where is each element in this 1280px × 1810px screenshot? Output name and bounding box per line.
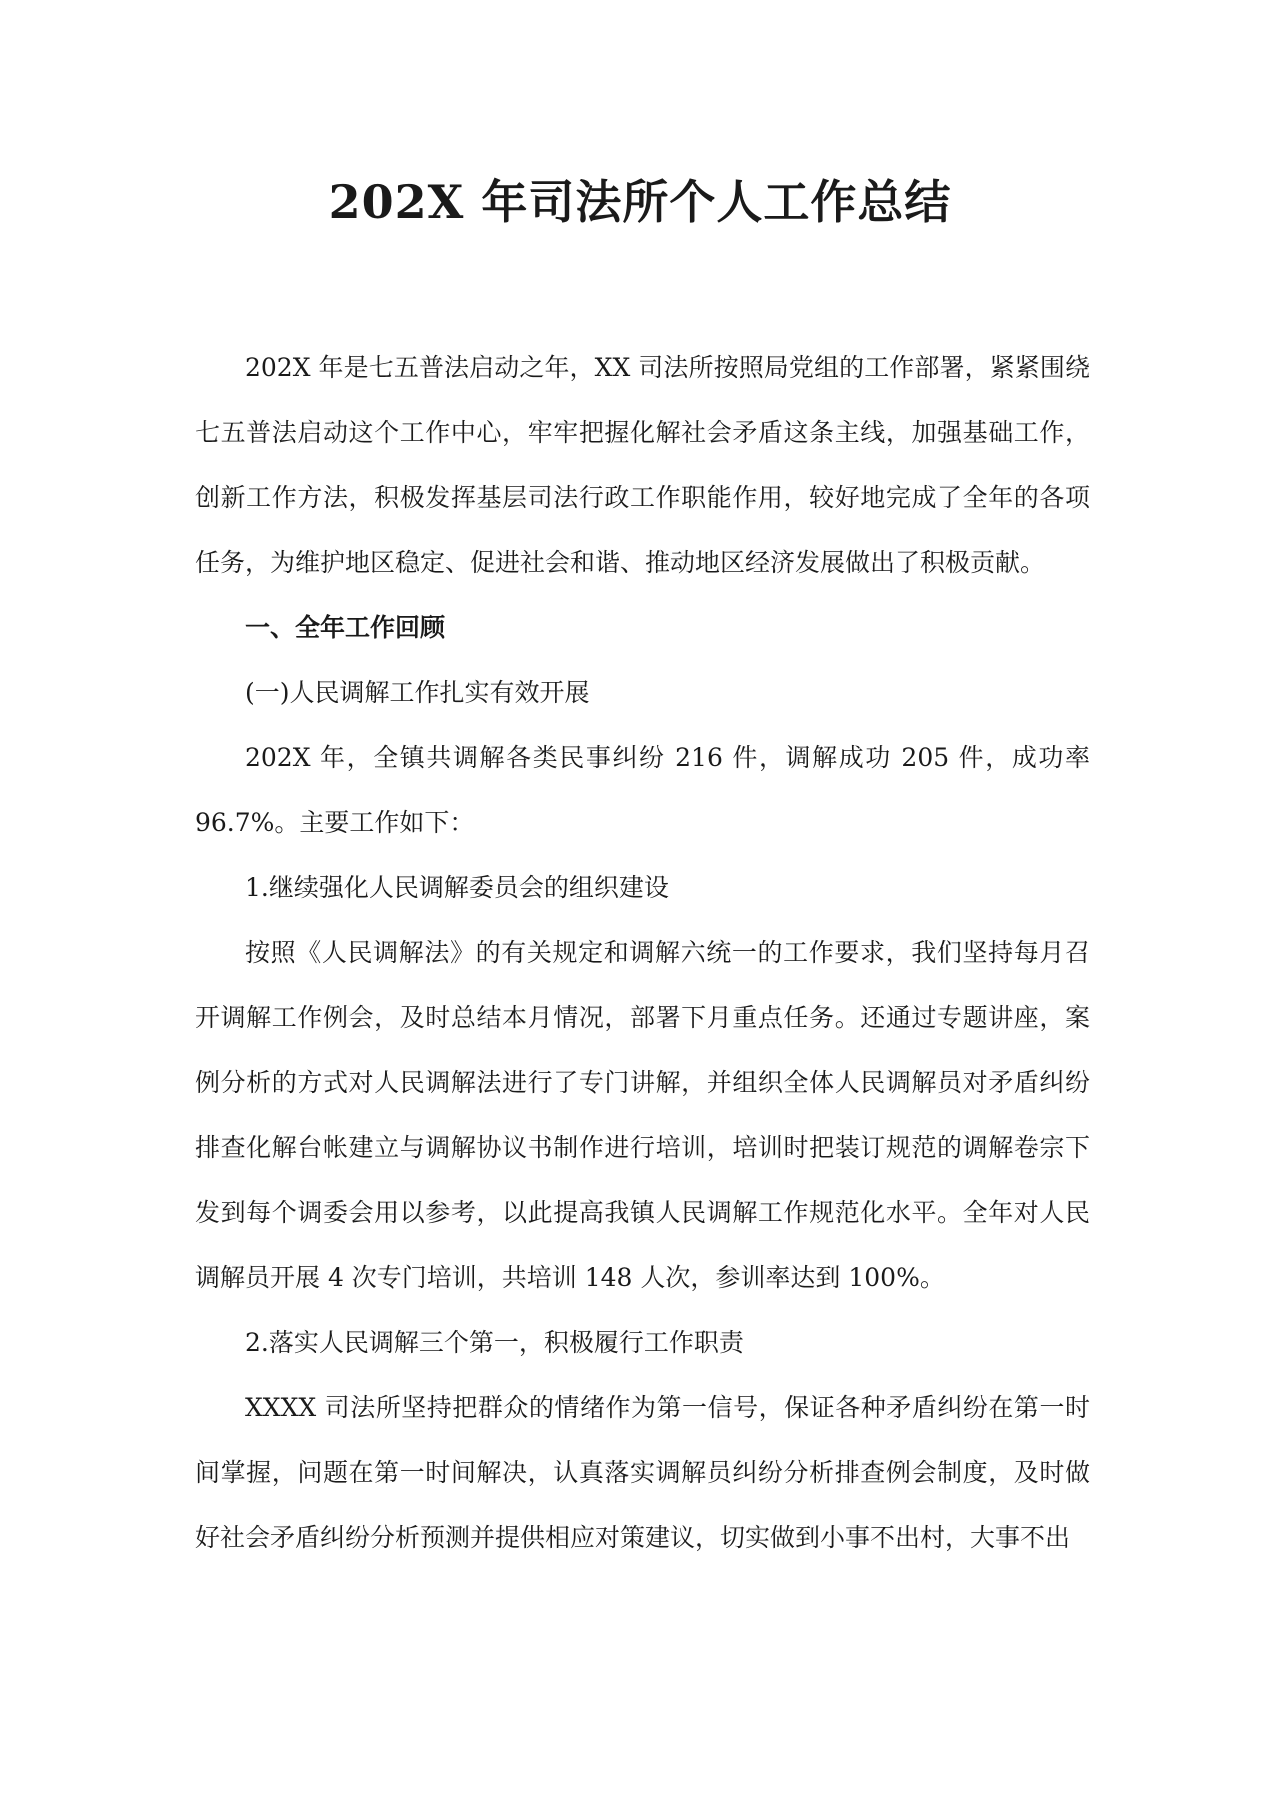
item-1-body: 按照《人民调解法》的有关规定和调解六统一的工作要求，我们坚持每月召开调解工作例会，及时总结本月情况，部署下月重点任务。还通过专题讲座，案例分析的方式对人民调解法进行了专门讲解，并组织全体人民调解员对矛盾纠纷排查化解台帐建立与调解协议书制作进行培训，培训时把装订规范的调解卷宗下发到每个调委会用以参考，以此提高我镇人民调解工作规范化水平。全年对人民调解员开展 4 次专门培训，共培训 148 人次，参训率达到 100%。 [195,938,1090,1292]
subsection-heading: (一)人民调解工作扎实有效开展 [245,678,590,707]
intro-paragraph: 202X 年是七五普法启动之年，XX 司法所按照局党组的工作部署，紧紧围绕七五普法启动这个工作中心，牢牢把握化解社会矛盾这条主线，加强基础工作，创新工作方法，积极发挥基层司法行政工作职能作用，较好地完成了全年的各项任务，为维护地区稳定、促进社会和谐、推动地区经济发展做出了积极贡献。 [195,353,1090,577]
item-1-title: 1.继续强化人民调解委员会的组织建设 [245,873,669,902]
item-2-body: XXXX 司法所坚持把群众的情绪作为第一信号，保证各种矛盾纠纷在第一时间掌握，问题在第一时间解决，认真落实调解员纠纷分析排查例会制度，及时做好社会矛盾纠纷分析预测并提供相应对策建议，切实做到小事不出村，大事不出 [195,1393,1090,1552]
document-title: 202X 年司法所个人工作总结 [328,175,952,229]
section-heading: 一、全年工作回顾 [245,613,446,642]
item-2-title: 2.落实人民调解三个第一，积极履行工作职责 [245,1328,744,1357]
statistics-paragraph: 202X 年，全镇共调解各类民事纠纷 216 件，调解成功 205 件，成功率 96.7%。主要工作如下： [195,743,1090,837]
document-body [195,335,1090,1570]
